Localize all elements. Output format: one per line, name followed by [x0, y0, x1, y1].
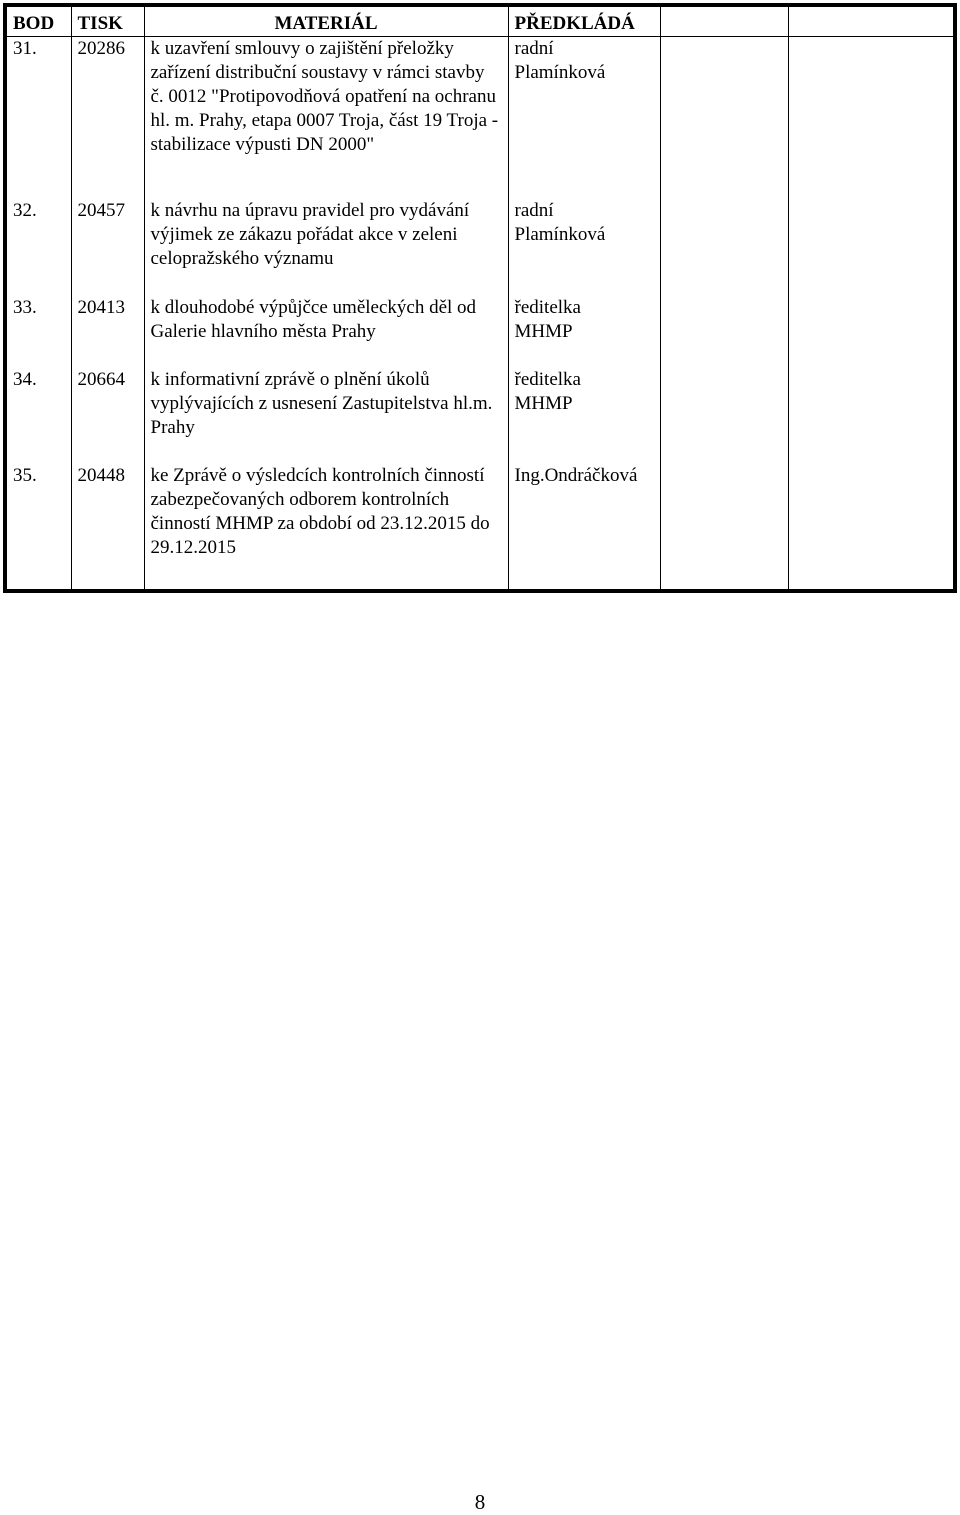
- predklada-line: Plamínková: [514, 62, 606, 83]
- cell-bod: 32.: [5, 199, 71, 296]
- header-material: MATERIÁL: [144, 5, 508, 37]
- cell-tisk: 20664: [71, 368, 144, 464]
- cell-predklada: [508, 368, 660, 464]
- cell-tisk: 20457: [71, 199, 144, 296]
- header-empty-1: [660, 5, 788, 37]
- header-predklada: PŘEDKLÁDÁ: [508, 5, 660, 37]
- predklada-line: MHMP: [514, 321, 573, 342]
- predklada-line: MHMP: [514, 393, 573, 414]
- predklada-line: ředitelka: [514, 369, 581, 390]
- cell-predklada: [508, 296, 660, 368]
- cell-empty: [660, 368, 788, 464]
- cell-tisk: 20448: [71, 464, 144, 591]
- header-empty-2: [788, 5, 955, 37]
- cell-predklada: [508, 199, 660, 296]
- header-bod: BOD: [5, 5, 71, 37]
- predklada-line: radní: [514, 200, 554, 221]
- cell-empty: [660, 199, 788, 296]
- table-row: [5, 464, 955, 591]
- predklada-line: ředitelka: [514, 297, 581, 318]
- cell-bod: 33.: [5, 296, 71, 368]
- table-row: [5, 296, 955, 368]
- cell-material: k uzavření smlouvy o zajištění přeložky zařízení distribuční soustavy v rámci stavby č. 0012 "Protipovodňová opatření na ochranu hl. m. Prahy, etapa 0007 Troja, část 19 Troja - stabilizace výpusti DN 2000": [144, 37, 508, 200]
- cell-bod: 31.: [5, 37, 71, 200]
- cell-bod: 34.: [5, 368, 71, 464]
- cell-empty: [788, 368, 955, 464]
- cell-predklada: [508, 37, 660, 200]
- cell-empty: [660, 37, 788, 200]
- page-number: 8: [474, 1490, 486, 1514]
- cell-empty: [788, 37, 955, 200]
- cell-empty: [660, 296, 788, 368]
- cell-bod: 35.: [5, 464, 71, 591]
- header-tisk: TISK: [71, 5, 144, 37]
- cell-empty: [788, 464, 955, 591]
- cell-material: k dlouhodobé výpůjčce uměleckých děl od Galerie hlavního města Prahy: [144, 296, 508, 368]
- cell-material: k informativní zprávě o plnění úkolů vyplývajících z usnesení Zastupitelstva hl.m. Prahy: [144, 368, 508, 464]
- cell-tisk: 20286: [71, 37, 144, 200]
- table-row: [5, 37, 955, 200]
- table-row: [5, 199, 955, 296]
- predklada-line: Ing.Ondráčková: [514, 465, 638, 486]
- cell-empty: [660, 464, 788, 591]
- predklada-line: Plamínková: [514, 224, 606, 245]
- header-row: [5, 5, 955, 37]
- cell-predklada: [508, 464, 660, 591]
- cell-material: k návrhu na úpravu pravidel pro vydávání výjimek ze zákazu pořádat akce v zeleni celopražského významu: [144, 199, 508, 296]
- predklada-line: radní: [514, 38, 554, 59]
- table-row: [5, 368, 955, 464]
- cell-empty: [788, 296, 955, 368]
- cell-tisk: 20413: [71, 296, 144, 368]
- agenda-table: [3, 3, 957, 593]
- cell-material: ke Zprávě o výsledcích kontrolních činností zabezpečovaných odborem kontrolních činností MHMP za období od 23.12.2015 do 29.12.2015: [144, 464, 508, 591]
- cell-empty: [788, 199, 955, 296]
